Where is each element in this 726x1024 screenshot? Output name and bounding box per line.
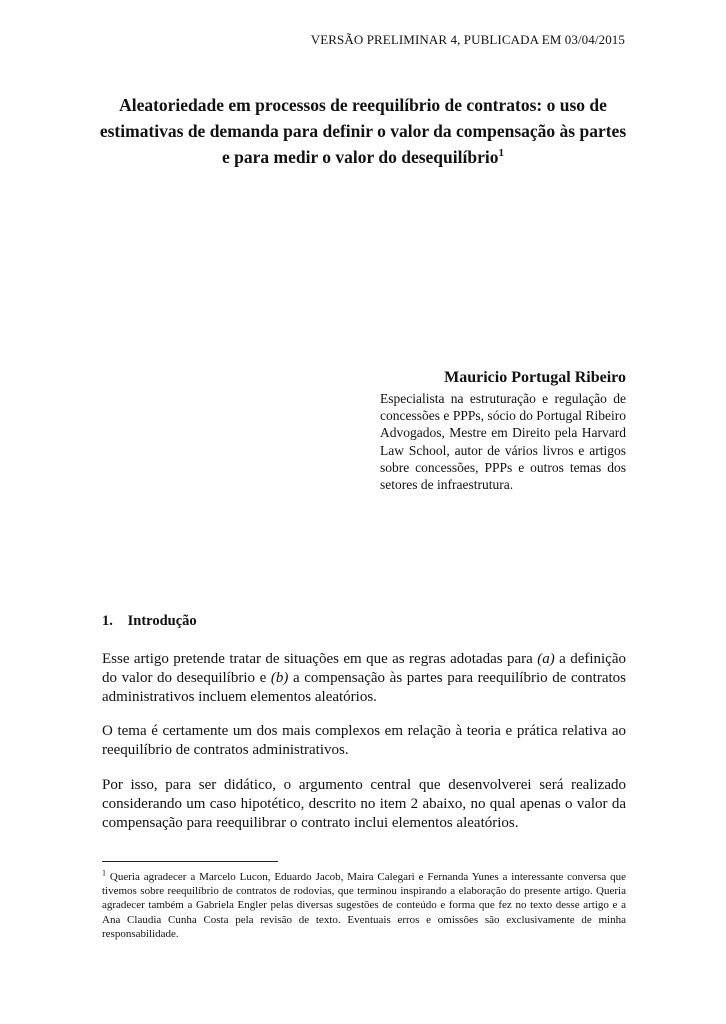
paragraph-intro-1 xyxy=(102,650,626,708)
paragraph-intro-3: Por isso, para ser didático, o argumento central que desenvolverei será realizado considerando um caso hipotético, descrito no item 2 abaixo, no qual apenas o valor da compensação para reequilibrar o contrato inclui elementos aleatórios. xyxy=(102,777,626,832)
section-heading xyxy=(102,612,197,630)
footnote-divider xyxy=(102,861,278,862)
section-number: 1. xyxy=(102,613,113,629)
paragraph-text: a definição do valor do desequilíbrio e xyxy=(102,651,626,687)
footnote-marker: 1 xyxy=(102,868,106,878)
title-footnote-marker[interactable]: 1 xyxy=(498,147,504,160)
paragraph-text: a compensação às partes para reequilíbrio de contratos administrativos incluem elementos aleatórios. xyxy=(102,670,626,706)
paper-title xyxy=(96,92,630,170)
paragraph-intro-2: O tema é certamente um dos mais complexos em relação à teoria e prática relativa ao reequilíbrio de contratos administrativos. xyxy=(102,723,626,759)
author-bio: Especialista na estruturação e regulação de concessões e PPPs, sócio do Portugal Ribeiro Advogados, Mestre em Direito pela Harvard Law School, autor de vários livros e artigos sobre concessões, PPPs e outros temas dos setores de infraestrutura. xyxy=(380,391,626,493)
list-marker-a: (a) xyxy=(537,651,555,667)
section-title: Introdução xyxy=(127,613,197,629)
preliminary-version-note: VERSÃO PRELIMINAR 4, PUBLICADA EM 03/04/2015 xyxy=(310,32,625,47)
paper-title-text: Aleatoriedade em processos de reequilíbrio de contratos: o uso de estimativas de demanda para definir o valor da compensação às partes e para medir o valor do desequilíbrio xyxy=(99,95,627,167)
footnote xyxy=(102,870,626,941)
footnote-text: Queria agradecer a Marcelo Lucon, Eduardo Jacob, Maira Calegari e Fernanda Yunes a interessante conversa que tivemos sobre reequilíbrio de contratos de rodovias, que terminou inspirando a elaboração do presente artigo. Queria agradecer também a Gabriela Engler pelas diversas sugestões de conteúdo e forma que fez no texto desse artigo e a Ana Claudia Cunha Costa pela revisão de texto. Eventuais erros e omissões são exclusivamente de minha responsabilidade. xyxy=(102,871,626,940)
author-name: Mauricio Portugal Ribeiro xyxy=(444,369,626,386)
author-block xyxy=(380,368,626,493)
paragraph-text: Esse artigo pretende tratar de situações em que as regras adotadas para xyxy=(102,651,538,667)
list-marker-b: (b) xyxy=(270,670,289,687)
